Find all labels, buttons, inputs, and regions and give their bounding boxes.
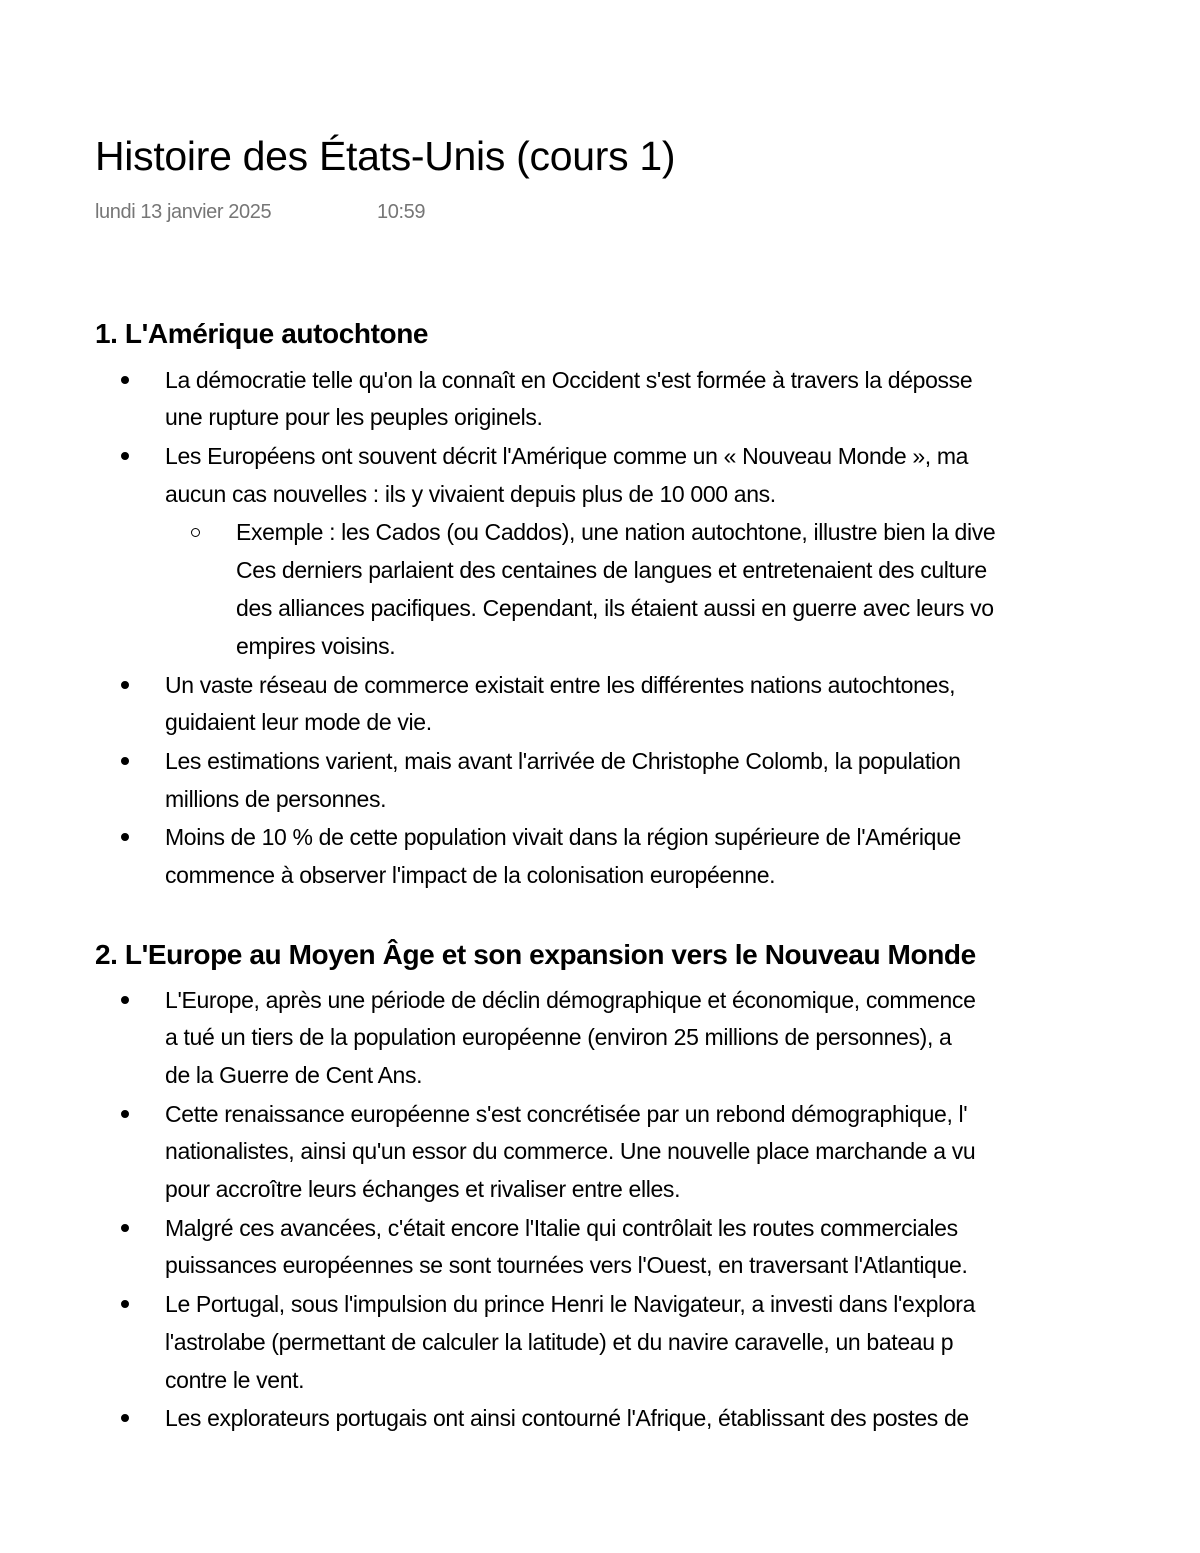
list-item-line: Cette renaissance européenne s'est concrétisée par un rebond démographique, l': [165, 1101, 968, 1127]
list-item-line: aucun cas nouvelles : ils y vivaient depuis plus de 10 000 ans.: [165, 481, 776, 507]
note-date: lundi 13 janvier 2025: [95, 201, 272, 223]
list-item-line: Moins de 10 % de cette population vivait dans la région supérieure de l'Amérique: [165, 824, 961, 850]
list-item-line: guidaient leur mode de vie.: [165, 709, 432, 735]
bullet-marker: [121, 1224, 129, 1232]
list-item-line: des alliances pacifiques. Cependant, ils étaient aussi en guerre avec leurs vo: [236, 595, 994, 621]
note-time: 10:59: [377, 201, 426, 223]
list-item-line: contre le vent.: [165, 1367, 305, 1393]
bullet-marker: [121, 452, 129, 460]
list-item-line: pour accroître leurs échanges et rivaliser entre elles.: [165, 1176, 681, 1202]
section-heading: 2. L'Europe au Moyen Âge et son expansion vers le Nouveau Monde: [95, 939, 976, 970]
bullet-marker: [121, 757, 129, 765]
list-item-line: Ces derniers parlaient des centaines de langues et entretenaient des culture: [236, 557, 987, 583]
list-item-line: de la Guerre de Cent Ans.: [165, 1062, 423, 1088]
bullet-marker: [121, 1300, 129, 1308]
section-heading: 1. L'Amérique autochtone: [95, 318, 429, 349]
list-item-line: L'Europe, après une période de déclin démographique et économique, commence: [165, 987, 976, 1013]
list-item-line: Exemple : les Cados (ou Caddos), une nation autochtone, illustre bien la dive: [236, 519, 996, 545]
list-item-line: l'astrolabe (permettant de calculer la latitude) et du navire caravelle, un bateau p: [165, 1329, 954, 1355]
list-item-line: Un vaste réseau de commerce existait entre les différentes nations autochtones,: [165, 672, 956, 698]
list-item-line: a tué un tiers de la population européenne (environ 25 millions de personnes), a: [165, 1024, 952, 1050]
list-item-line: Malgré ces avancées, c'était encore l'Italie qui contrôlait les routes commerciales: [165, 1215, 958, 1241]
list-item-line: empires voisins.: [236, 633, 396, 659]
page-title: Histoire des États-Unis (cours 1): [95, 133, 676, 179]
list-item-line: Les estimations varient, mais avant l'arrivée de Christophe Colomb, la population: [165, 748, 961, 774]
list-item-line: une rupture pour les peuples originels.: [165, 404, 543, 430]
sub-bullet-marker: [191, 528, 200, 537]
list-item-line: millions de personnes.: [165, 786, 387, 812]
bullet-marker: [121, 376, 129, 384]
bullet-marker: [121, 996, 129, 1004]
bullet-marker: [121, 1414, 129, 1422]
list-item-line: Le Portugal, sous l'impulsion du prince Henri le Navigateur, a investi dans l'explora: [165, 1291, 976, 1317]
list-item-line: nationalistes, ainsi qu'un essor du commerce. Une nouvelle place marchande a vu: [165, 1138, 976, 1164]
list-item-line: Les explorateurs portugais ont ainsi contourné l'Afrique, établissant des postes de: [165, 1405, 969, 1431]
bullet-marker: [121, 833, 129, 841]
list-item-line: Les Européens ont souvent décrit l'Amérique comme un « Nouveau Monde », ma: [165, 443, 969, 469]
bullet-marker: [121, 681, 129, 689]
list-item-line: commence à observer l'impact de la colonisation européenne.: [165, 862, 776, 888]
list-item-line: La démocratie telle qu'on la connaît en Occident s'est formée à travers la déposse: [165, 367, 973, 393]
bullet-marker: [121, 1110, 129, 1118]
list-item-line: puissances européennes se sont tournées vers l'Ouest, en traversant l'Atlantique.: [165, 1252, 968, 1278]
